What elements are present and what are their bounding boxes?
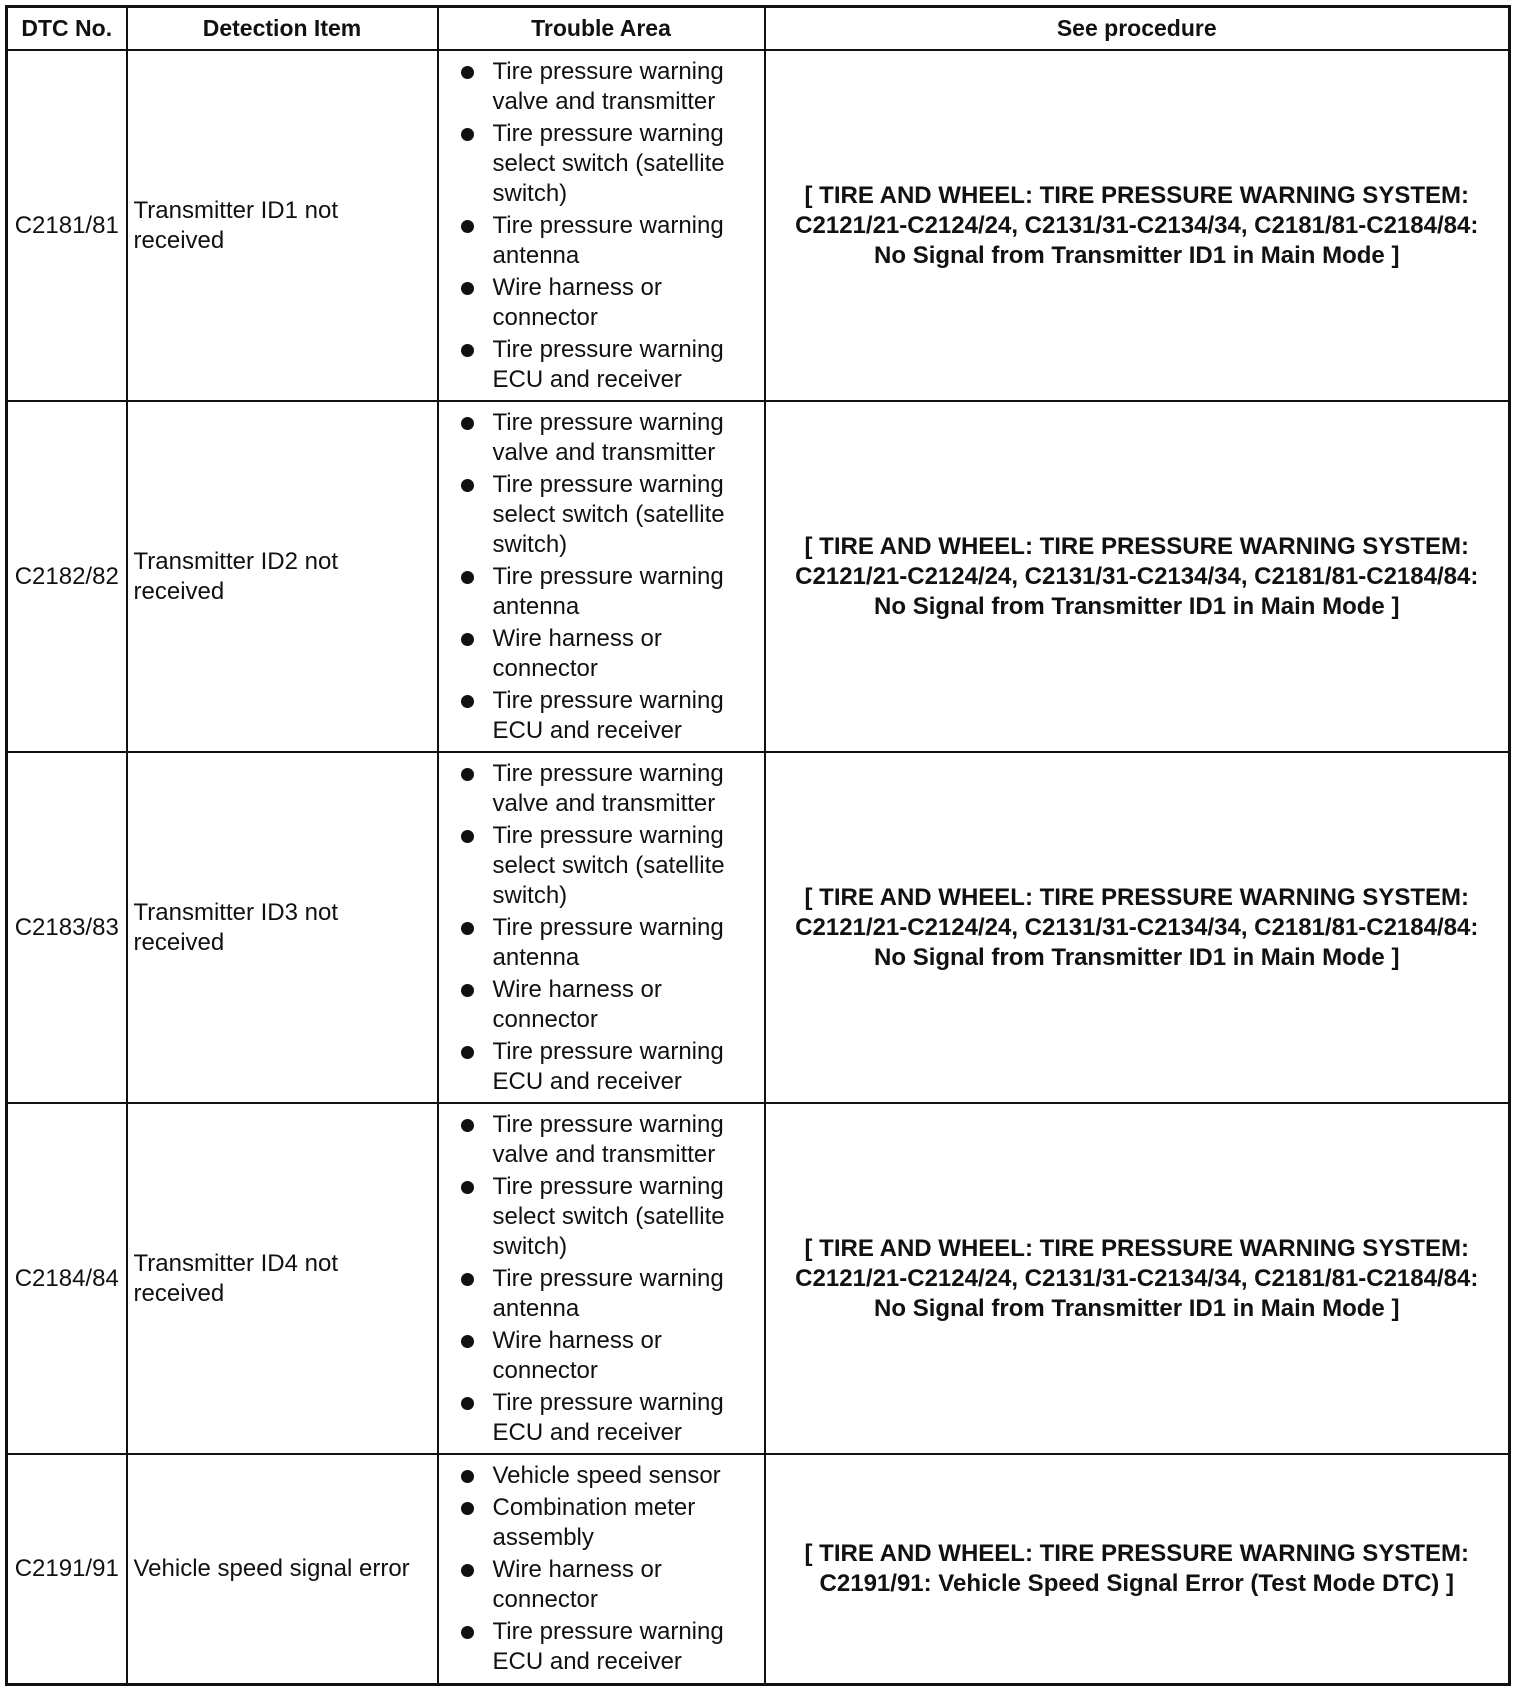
procedure-reference xyxy=(765,401,1510,752)
trouble-area-item: Wire harness or connector xyxy=(493,273,764,333)
table-row xyxy=(7,1454,1510,1685)
trouble-area-item: Tire pressure warning ECU and receiver xyxy=(493,686,764,746)
trouble-area-item: Wire harness or connector xyxy=(493,624,764,684)
procedure-line: [ TIRE AND WHEEL: TIRE PRESSURE WARNING SYSTEM: xyxy=(804,1540,1469,1567)
table-row xyxy=(7,50,1510,401)
procedure-line: No Signal from Transmitter ID1 in Main Mode ] xyxy=(874,1294,1400,1322)
dtc-code: C2184/84 xyxy=(7,1103,127,1454)
procedure-line: No Signal from Transmitter ID1 in Main Mode ] xyxy=(874,592,1400,620)
procedure-line: C2121/21-C2124/24, C2131/31-C2134/34, C2181/81-C2184/84: xyxy=(795,562,1479,590)
trouble-area-item: Tire pressure warning ECU and receiver xyxy=(493,1037,764,1097)
header-trouble-area: Trouble Area xyxy=(438,7,765,51)
dtc-code: C2181/81 xyxy=(7,50,127,401)
procedure-line: [ TIRE AND WHEEL: TIRE PRESSURE WARNING SYSTEM: xyxy=(804,883,1469,911)
trouble-area-item: Combination meter assembly xyxy=(493,1493,764,1553)
dtc-code: C2182/82 xyxy=(7,401,127,752)
trouble-area-item: Tire pressure warning valve and transmitter xyxy=(493,57,764,117)
procedure-line: C2191/91: Vehicle Speed Signal Error (Test Mode DTC) ] xyxy=(819,1570,1454,1597)
trouble-area-item: Tire pressure warning antenna xyxy=(493,211,764,271)
procedure-line: No Signal from Transmitter ID1 in Main Mode ] xyxy=(874,943,1400,971)
procedure-line: C2121/21-C2124/24, C2131/31-C2134/34, C2181/81-C2184/84: xyxy=(795,913,1479,941)
trouble-area-list xyxy=(439,1461,764,1677)
trouble-area-item: Vehicle speed sensor xyxy=(493,1461,764,1491)
trouble-area-cell xyxy=(438,50,765,401)
trouble-area-list xyxy=(439,1110,764,1448)
table-row xyxy=(7,752,1510,1103)
trouble-area-item: Wire harness or connector xyxy=(493,1555,764,1615)
table-row xyxy=(7,1103,1510,1454)
procedure-line: C2121/21-C2124/24, C2131/31-C2134/34, C2181/81-C2184/84: xyxy=(795,1264,1479,1292)
trouble-area-item: Tire pressure warning antenna xyxy=(493,562,764,622)
procedure-reference xyxy=(765,752,1510,1103)
header-dtc-no: DTC No. xyxy=(7,7,127,51)
header-detection-item: Detection Item xyxy=(127,7,438,51)
trouble-area-cell xyxy=(438,1103,765,1454)
procedure-line: [ TIRE AND WHEEL: TIRE PRESSURE WARNING SYSTEM: xyxy=(804,532,1469,560)
trouble-area-list xyxy=(439,57,764,395)
procedure-line: C2121/21-C2124/24, C2131/31-C2134/34, C2181/81-C2184/84: xyxy=(795,211,1479,239)
trouble-area-item: Tire pressure warning select switch (satellite switch) xyxy=(493,821,764,911)
trouble-area-item: Wire harness or connector xyxy=(493,1326,764,1386)
trouble-area-item: Tire pressure warning antenna xyxy=(493,1264,764,1324)
trouble-area-list xyxy=(439,408,764,746)
procedure-line: [ TIRE AND WHEEL: TIRE PRESSURE WARNING SYSTEM: xyxy=(804,1234,1469,1262)
procedure-reference xyxy=(765,1454,1510,1685)
detection-item: Transmitter ID4 not received xyxy=(127,1103,438,1454)
table-row xyxy=(7,401,1510,752)
trouble-area-item: Tire pressure warning valve and transmitter xyxy=(493,1110,764,1170)
trouble-area-cell xyxy=(438,752,765,1103)
trouble-area-item: Tire pressure warning valve and transmitter xyxy=(493,408,764,468)
trouble-area-item: Tire pressure warning select switch (satellite switch) xyxy=(493,1172,764,1262)
trouble-area-cell xyxy=(438,1454,765,1685)
trouble-area-item: Tire pressure warning antenna xyxy=(493,913,764,973)
header-see-procedure: See procedure xyxy=(765,7,1510,51)
trouble-area-cell xyxy=(438,401,765,752)
detection-item: Transmitter ID3 not received xyxy=(127,752,438,1103)
dtc-code: C2183/83 xyxy=(7,752,127,1103)
dtc-code: C2191/91 xyxy=(7,1454,127,1685)
procedure-reference xyxy=(765,50,1510,401)
trouble-area-item: Tire pressure warning ECU and receiver xyxy=(493,1617,764,1677)
trouble-area-item: Tire pressure warning valve and transmitter xyxy=(493,759,764,819)
trouble-area-item: Tire pressure warning ECU and receiver xyxy=(493,335,764,395)
detection-item: Transmitter ID2 not received xyxy=(127,401,438,752)
trouble-area-item: Tire pressure warning select switch (satellite switch) xyxy=(493,470,764,560)
header-row xyxy=(7,7,1510,51)
trouble-area-list xyxy=(439,759,764,1097)
procedure-line: [ TIRE AND WHEEL: TIRE PRESSURE WARNING SYSTEM: xyxy=(804,181,1469,209)
trouble-area-item: Tire pressure warning select switch (satellite switch) xyxy=(493,119,764,209)
detection-item: Transmitter ID1 not received xyxy=(127,50,438,401)
trouble-area-item: Wire harness or connector xyxy=(493,975,764,1035)
trouble-area-item: Tire pressure warning ECU and receiver xyxy=(493,1388,764,1448)
procedure-line: No Signal from Transmitter ID1 in Main Mode ] xyxy=(874,241,1400,269)
detection-item: Vehicle speed signal error xyxy=(127,1454,438,1685)
dtc-table xyxy=(5,5,1511,1686)
procedure-reference xyxy=(765,1103,1510,1454)
